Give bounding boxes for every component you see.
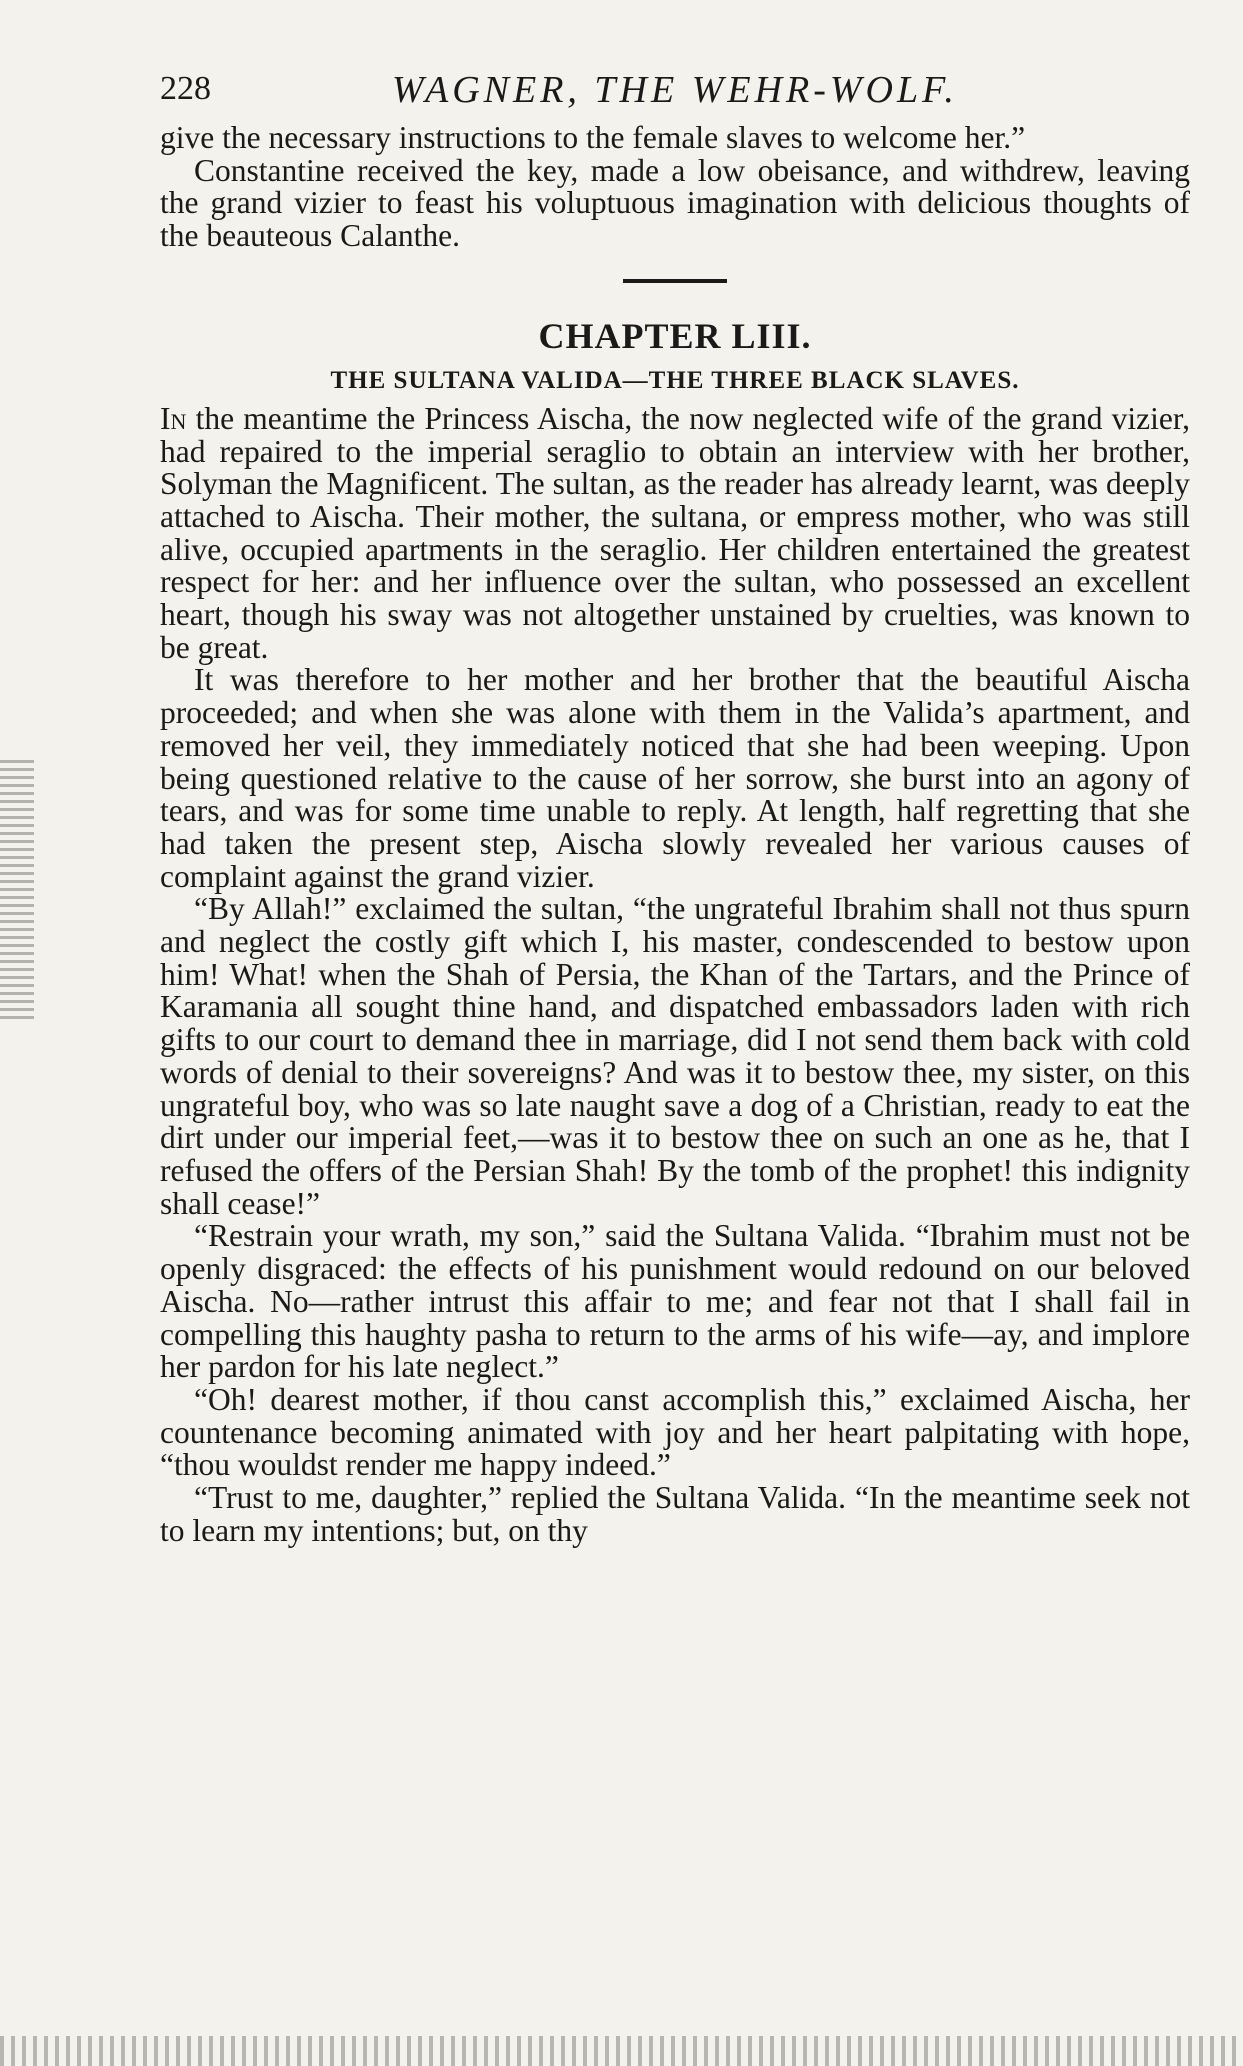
chapter-opening-paragraph (160, 400, 1190, 665)
paragraph-valida-speech: “Restrain your wrath, my son,” said the Sultana Valida. “Ibrahim must not be openly disgraced: the effects of his punishment would redound on our beloved Aischa. No—rather intrust this affair to me; and fear not that I shall fail in compelling this haughty pasha to return to the arms of his wife—ay, and implore her pardon for his late neglect.” (160, 1218, 1190, 1385)
opening-word: In (160, 400, 187, 436)
page-number: 228 (160, 70, 211, 107)
paragraph-aischa-reply: “Oh! dearest mother, if thou canst accomplish this,” exclaimed Aischa, her countenance becoming animated with joy and her heart palpitating with hope, “thou wouldst render me happy indeed.” (160, 1381, 1190, 1483)
paragraph-constantine: Constantine received the key, made a low obeisance, and withdrew, leaving the grand vizier to feast his voluptuous imagination with delicious thoughts of the beauteous Calanthe. (160, 152, 1190, 254)
running-title: WAGNER, THE WEHR-WOLF. (392, 69, 958, 111)
paragraph-trust-to-me: “Trust to me, daughter,” replied the Sultana Valida. “In the meantime seek not to learn my intentions; but, on thy (160, 1480, 1190, 1548)
scan-edge-left (0, 760, 34, 1020)
book-page (160, 62, 1190, 1547)
paragraph-continued: give the necessary instructions to the female slaves to welcome her.” (160, 120, 1026, 155)
paragraph-aischa-proceeded: It was therefore to her mother and her brother that the beautiful Aischa proceeded; and when she was alone with them in the Valida’s apartment, and removed her veil, they immediately noticed that she had been weeping. Upon being questioned relative to the cause of her sorrow, she burst into an agony of tears, and was for some time unable to reply. At length, half regretting that she had taken the present step, Aischa slowly revealed her various causes of complaint against the grand vizier. (160, 662, 1190, 894)
chapter-title: CHAPTER LIII. (538, 315, 812, 356)
paragraph-sultan-speech: “By Allah!” exclaimed the sultan, “the ungrateful Ibrahim shall not thus spurn and neglect the costly gift which I, his master, condescended to bestow upon him! What! when the Shah of Persia, the Khan of the Tartars, and the Prince of Karamania all sought thine hand, and dispatched embassadors laden with rich gifts to our court to demand thee in marriage, did I not send them back with cold words of denial to their sovereigns? And was it to bestow thee, my sister, on this ungrateful boy, who was so late naught save a dog of a Christian, ready to eat the dirt under our imperial feet,—was it to bestow thee on such an one as he, that I refused the offers of the Persian Shah! By the tomb of the prophet! this indignity shall cease!” (160, 891, 1190, 1221)
opening-paragraph-text: the meantime the Princess Aischa, the now neglected wife of the grand vizier, had repaired to the imperial seraglio to obtain an interview with her brother, Solyman the Magnificent. The sultan, as the reader has already learnt, was deeply attached to Aischa. Their mother, the sultana, or empress mother, who was still alive, occupied apartments in the seraglio. Her children entertained the greatest respect for her: and her influence over the sultan, who possessed an excellent heart, though his sway was not altogether unstained by cruelties, was known to be great. (160, 400, 1190, 665)
running-head (160, 62, 1190, 122)
section-divider (623, 279, 727, 283)
scan-edge-bottom (0, 2036, 1243, 2066)
chapter-subtitle: THE SULTANA VALIDA—THE THREE BLACK SLAVES. (330, 366, 1020, 394)
